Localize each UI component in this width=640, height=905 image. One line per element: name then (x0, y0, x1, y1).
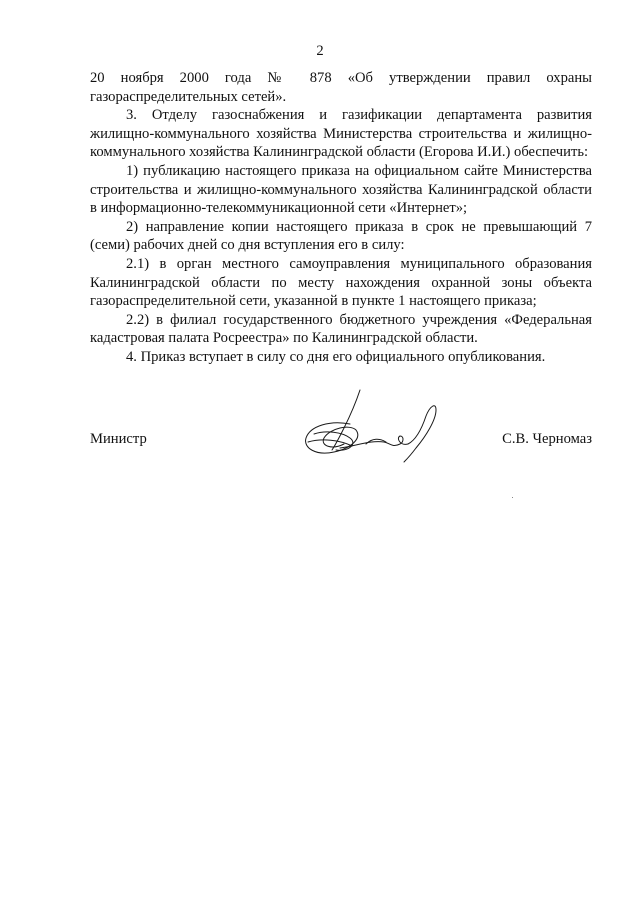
paragraph-line: 20 ноября 2000 года № 878 «Об утверждении правил охраны (90, 70, 592, 86)
page-number: 2 (316, 43, 324, 59)
signature-stroke (308, 440, 352, 446)
document-body (90, 69, 592, 367)
paragraph-continuation (90, 69, 592, 106)
scan-speck (512, 497, 513, 498)
paragraph-item-3-1: 1) публикацию настоящего приказа на официальном сайте Министерства строительства и жилищно-коммунального хозяйства Калининградской области в информационно-телекоммуникационной сети «Интернет»; (90, 162, 592, 217)
signatory-title: Министр (90, 431, 147, 447)
signatory-name: С.В. Черномаз (502, 431, 592, 447)
paragraph-item-3-2-2: 2.2) в филиал государственного бюджетного учреждения «Федеральная кадастровая палата Росреестра» по Калининградской области. (90, 311, 592, 347)
paragraph-item-3-2-1: 2.1) в орган местного самоуправления муниципального образования Калининградской области по месту нахождения охранной зоны объекта газораспределительной сети, указанной в пункте 1 настоящего приказа; (90, 255, 592, 310)
paragraph-line: газораспределительных сетей». (90, 88, 287, 105)
handwritten-signature (300, 388, 440, 468)
paragraph-item-3-2: 2) направление копии настоящего приказа в срок не превышающий 7 (семи) рабочих дней со дня вступления его в силу: (90, 218, 592, 254)
signature-stroke (404, 406, 436, 462)
paragraph-item-4: 4. Приказ вступает в силу со дня его официального опубликования. (126, 348, 546, 365)
paragraph-item-3: 3. Отделу газоснабжения и газификации департамента развития жилищно-коммунального хозяйства Министерства строительства и жилищно-коммунального хозяйства Калининградской области (Егорова И.И.) обеспечить: (90, 107, 592, 161)
